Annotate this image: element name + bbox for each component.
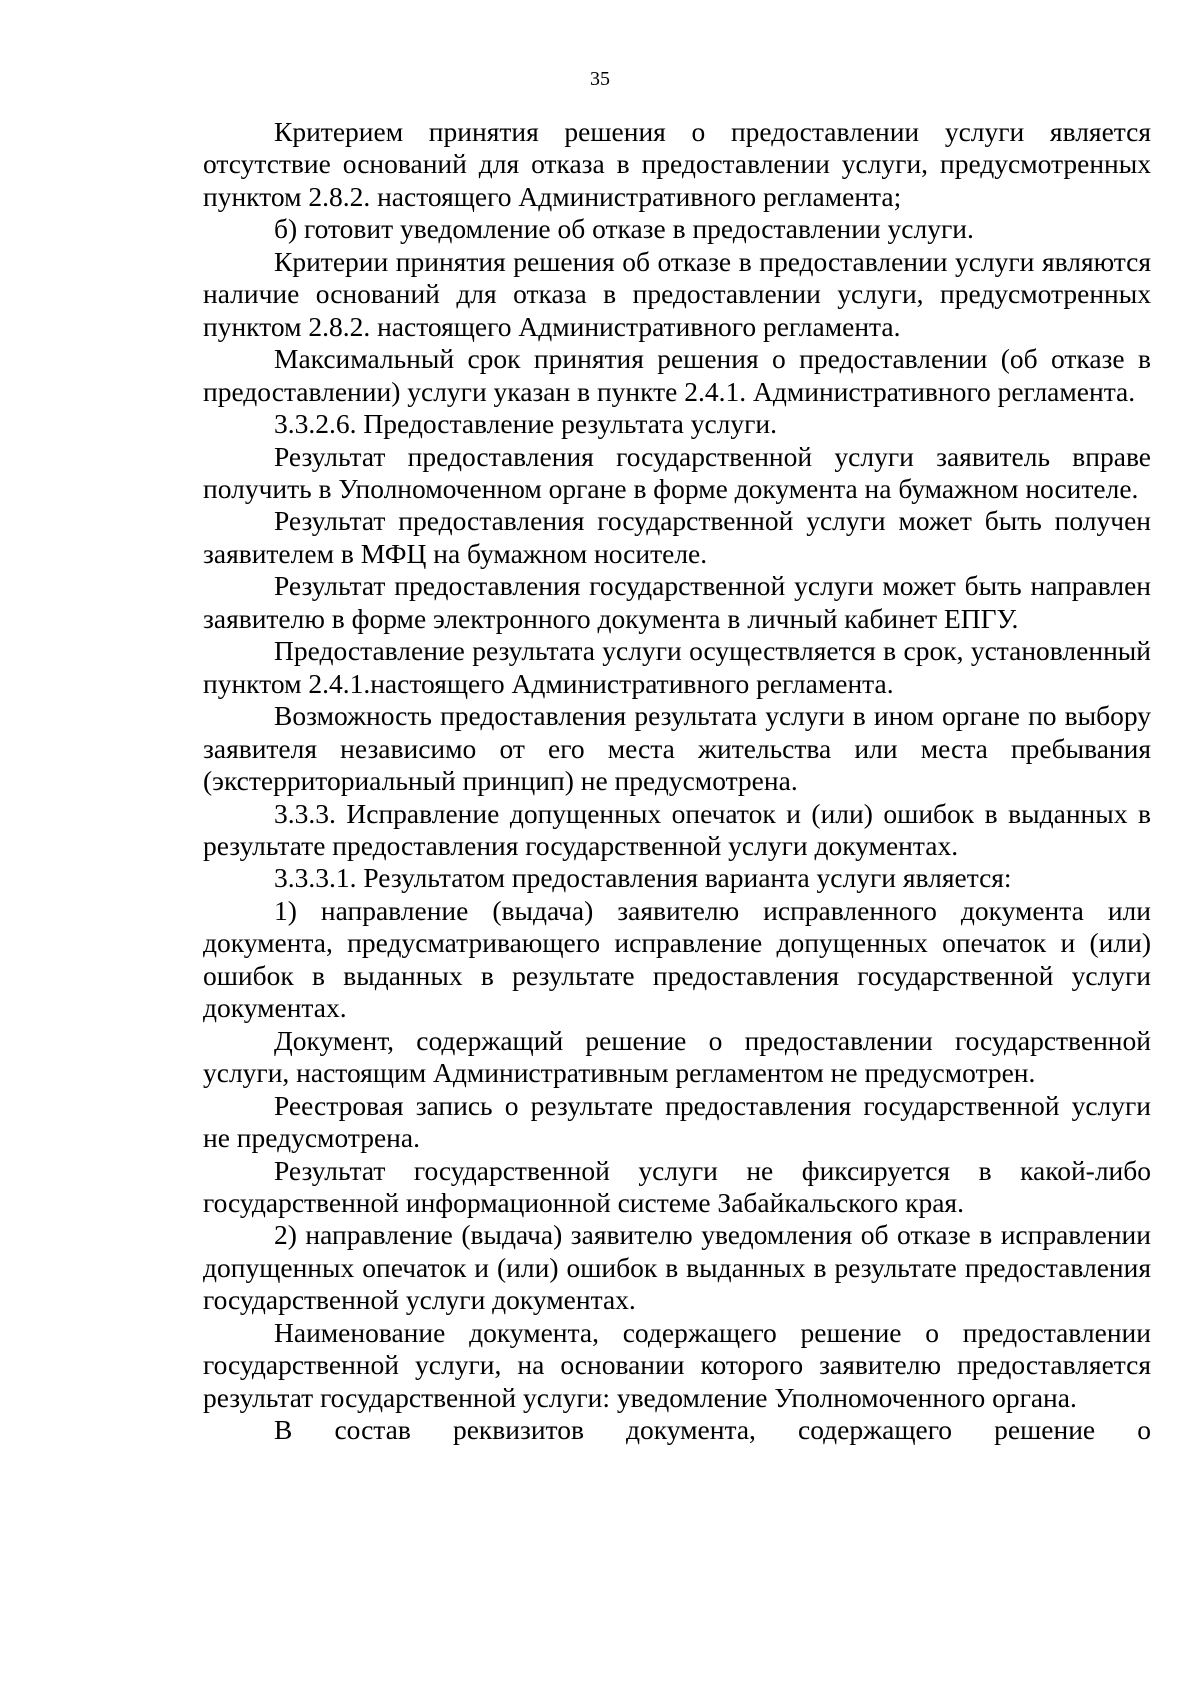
paragraph: Максимальный срок принятия решения о предоставлении (об отказе в предоставлении) услуги указан в пункте 2.4.1. Административного регламента. [203, 343, 1151, 407]
document-body [203, 116, 1151, 1447]
paragraph: 2) направление (выдача) заявителю уведомления об отказе в исправлении допущенных опечаток и (или) ошибок в выданных в результате предоставления государственной услуги документах. [203, 1219, 1151, 1316]
paragraph: 3.3.3. Исправление допущенных опечаток и (или) ошибок в выданных в результате предоставления государственной услуги документах. [203, 797, 1151, 861]
paragraph: Результат предоставления государственной услуги заявитель вправе получить в Уполномоченном органе в форме документа на бумажном носителе. [203, 440, 1151, 504]
paragraph: Результат государственной услуги не фиксируется в какой-либо государственной информационной системе Забайкальского края. [203, 1154, 1151, 1218]
paragraph: В состав реквизитов документа, содержащего решение о [274, 1414, 1151, 1446]
paragraph: Реестровая запись о результате предоставления государственной услуги не предусмотрена. [203, 1089, 1151, 1154]
paragraph: Документ, содержащий решение о предоставлении государственной услуги, настоящим Административным регламентом не предусмотрен. [203, 1024, 1151, 1089]
paragraph: Результат предоставления государственной услуги может быть направлен заявителю в форме электронного документа в личный кабинет ЕПГУ. [203, 570, 1151, 634]
paragraph: Наименование документа, содержащего решение о предоставлении государственной услуги, на основании которого заявителю предоставляется результат государственной услуги: уведомление Уполномоченного органа. [203, 1316, 1151, 1413]
paragraph: 1) направление (выдача) заявителю исправленного документа или документа, предусматривающего исправление допущенных опечаток и (или) ошибок в выданных в результате предоставления государственной услуги документах. [203, 894, 1151, 1024]
paragraph: 3.3.3.1. Результатом предоставления варианта услуги является: [274, 862, 1012, 894]
paragraph: б) готовит уведомление об отказе в предоставлении услуги. [274, 213, 974, 245]
paragraph: Результат предоставления государственной услуги может быть получен заявителем в МФЦ на бумажном носителе. [203, 505, 1151, 569]
page-number: 35 [590, 68, 610, 90]
paragraph: 3.3.2.6. Предоставление результата услуги. [274, 408, 778, 440]
paragraph: Возможность предоставления результата услуги в ином органе по выбору заявителя независимо от его места жительства или места пребывания (экстерриториальный принцип) не предусмотрена. [203, 700, 1151, 797]
paragraph: Критерием принятия решения о предоставлении услуги является отсутствие оснований для отказа в предоставлении услуги, предусмотренных пунктом 2.8.2. настоящего Административного регламента; [203, 116, 1151, 212]
paragraph: Предоставление результата услуги осуществляется в срок, установленный пунктом 2.4.1.настоящего Административного регламента. [203, 635, 1151, 699]
paragraph: Критерии принятия решения об отказе в предоставлении услуги являются наличие оснований для отказа в предоставлении услуги, предусмотренных пунктом 2.8.2. настоящего Административного регламента. [203, 245, 1151, 342]
